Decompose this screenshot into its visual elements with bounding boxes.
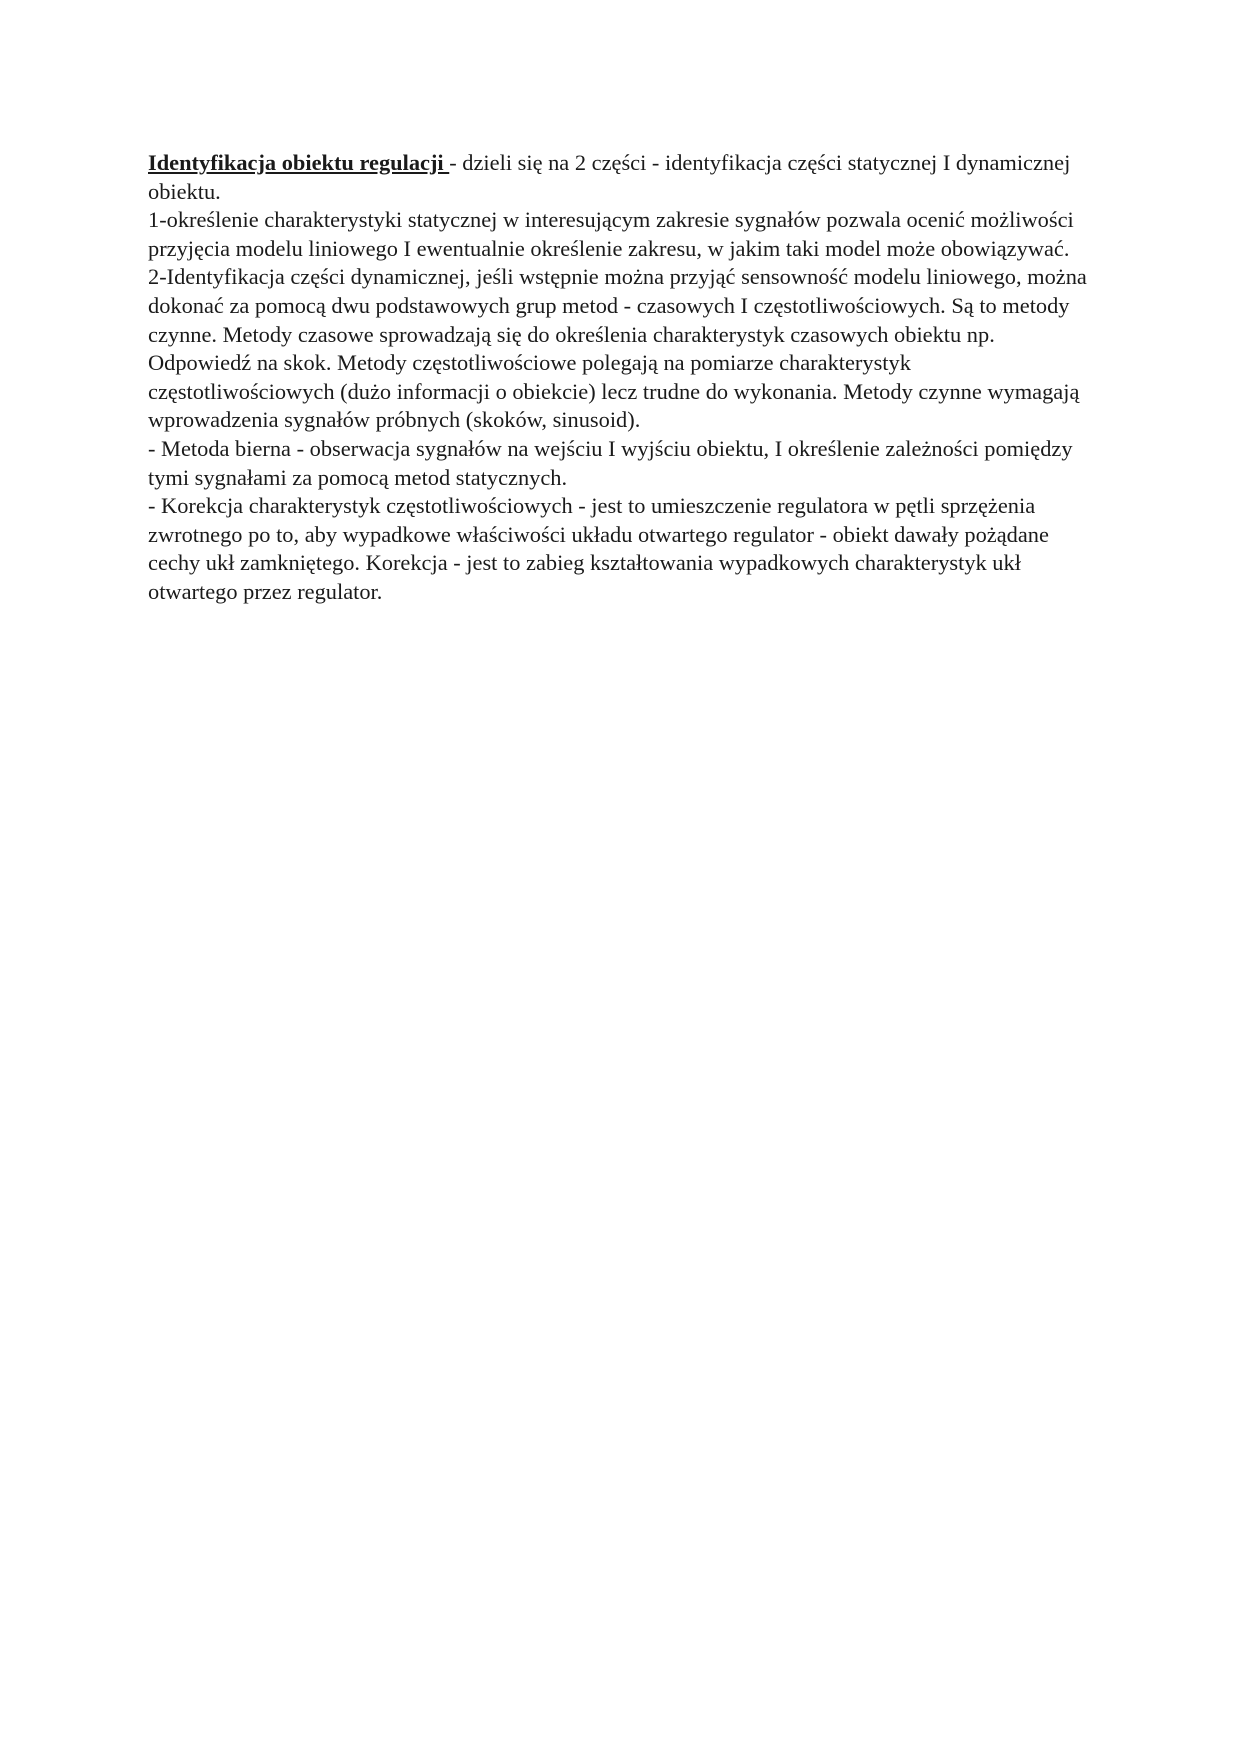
intro-paragraph [148,149,1098,206]
paragraph-passive-method: - Metoda bierna - obserwacja sygnałów na wejściu I wyjściu obiektu, I określenie zależności pomiędzy tymi sygnałami za pomocą metod statycznych. [148,435,1073,490]
document-body [148,149,1098,607]
paragraph-static-characteristic: 1-określenie charakterystyki statycznej w interesującym zakresie sygnałów pozwala ocenić możliwości przyjęcia modelu liniowego I ewentualnie określenie zakresu, w jakim taki model może obowiązywać. [148,207,1074,261]
paragraph-dynamic-identification: 2-Identyfikacja części dynamicznej, jeśli wstępnie można przyjąć sensowność modelu liniowego, można dokonać za pomocą dwu podstawowych grup metod - czasowych I częstotliwościowych. Są to metody czynne. Metody czasowe sprowadzają się do określenia charakterystyk czasowych obiektu np. Odpowiedź na skok. Metody częstotliwościowe polegają na pomiarze charakterystyk częstotliwościowych (dużo informacji o obiekcie) lecz trudne do wykonania. Metody czynne wymagają wprowadzenia sygnałów próbnych (skoków, sinusoid). [148,264,1087,433]
intro-text: - dzieli się na 2 części - identyfikacja części statycznej I dynamicznej obiektu. [148,150,1071,204]
document-title: Identyfikacja obiektu regulacji [148,150,450,175]
paragraph-frequency-correction: - Korekcja charakterystyk częstotliwościowych - jest to umieszczenie regulatora w pętli sprzężenia zwrotnego po to, aby wypadkowe właściwości układu otwartego regulator - obiekt dawały pożądane cechy ukł zamkniętego. Korekcja - jest to zabieg kształtowania wypadkowych charakterystyk ukł otwartego przez regulator. [148,493,1049,604]
